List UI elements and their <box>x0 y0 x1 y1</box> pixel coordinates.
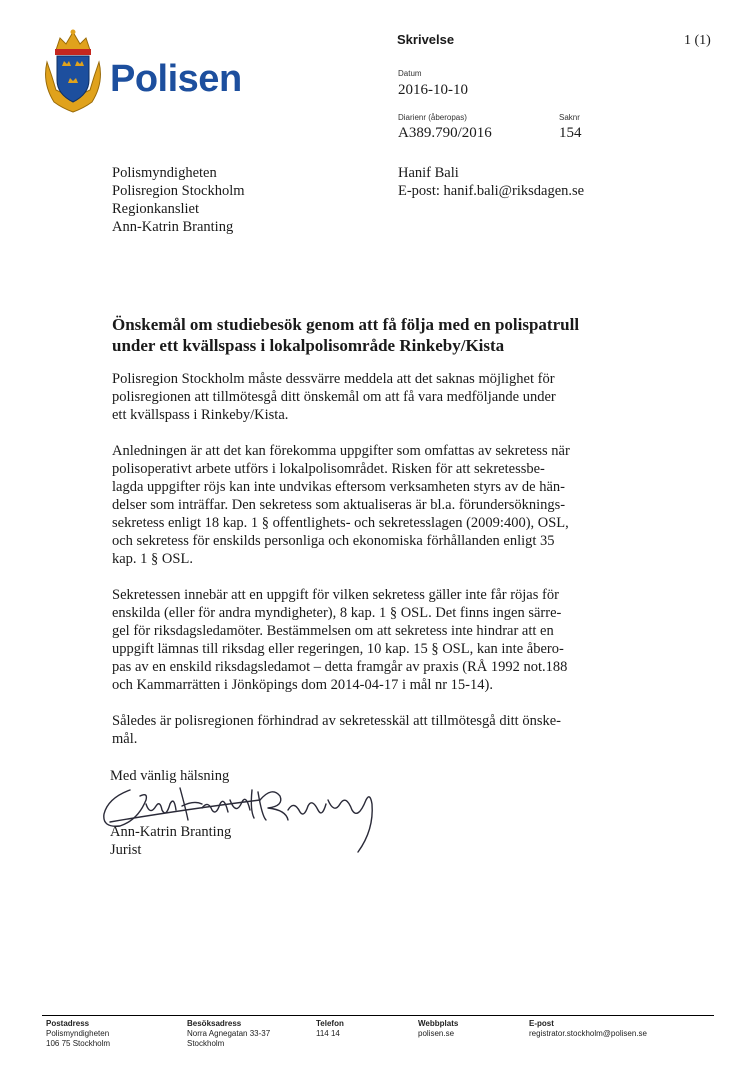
footer-line: polisen.se <box>418 1029 455 1038</box>
footer-postal-address <box>46 1019 110 1049</box>
diarie-value: A389.790/2016 <box>398 125 492 141</box>
polisen-logo <box>42 28 262 118</box>
body-line: och Kammarrätten i Jönköpings dom 2014-04-17 i mål nr 15-14). <box>112 677 493 693</box>
letter-title <box>112 314 632 356</box>
footer-phone <box>316 1019 344 1039</box>
title-line: under ett kvällspass i lokalpolisområde Rinkeby/Kista <box>112 336 505 355</box>
body-paragraph <box>112 442 617 568</box>
body-line: gel för riksdagsledamöter. Bestämmelsen om att sekretess inte hindrar att en <box>112 623 554 639</box>
date-value: 2016-10-10 <box>398 82 468 98</box>
body-line: Anledningen är att det kan förekomma uppgifter som omfattas av sekretess när <box>112 443 570 459</box>
police-crest-icon <box>42 28 104 114</box>
footer-line: Norra Agnegatan 33-37 <box>187 1029 271 1038</box>
body-line: Således är polisregionen förhindrad av sekretesskäl att tillmötesgå ditt önske- <box>112 713 561 729</box>
body-line: sekretess enligt 18 kap. 1 § offentlighets- och sekretesslagen (2009:400), OSL, <box>112 515 569 531</box>
body-line: kap. 1 § OSL. <box>112 551 193 567</box>
body-paragraph <box>112 712 617 748</box>
footer-heading: E-post <box>529 1019 554 1028</box>
body-line: Sekretessen innebär att en uppgift för vilken sekretess gäller inte får röjas för <box>112 587 559 603</box>
body-line: och sekretess för enskilds personliga och ekonomiska förhållanden enligt 35 <box>112 533 555 549</box>
sender-line: Polisregion Stockholm <box>112 183 245 199</box>
date-label: Datum <box>398 69 422 78</box>
footer-heading: Besöksadress <box>187 1019 242 1028</box>
body-paragraph <box>112 370 617 424</box>
footer-line: Stockholm <box>187 1039 225 1048</box>
sender-address <box>112 164 245 236</box>
signer-name: Ann-Katrin Branting <box>110 824 232 840</box>
body-paragraph <box>112 586 617 694</box>
diarie-label: Diarienr (åberopas) <box>398 113 467 122</box>
body-line: uppgift lämnas till riksdag eller regeringen, 10 kap. 15 § OSL, kan inte åbero- <box>112 641 564 657</box>
logo-wordmark: Polisen <box>110 58 242 100</box>
body-line: ett kvällspass i Rinkeby/Kista. <box>112 407 289 423</box>
footer-line: 114 14 <box>316 1029 340 1038</box>
document-type: Skrivelse <box>397 32 455 47</box>
footer-line: registrator.stockholm@polisen.se <box>529 1029 647 1038</box>
footer-heading: Postadress <box>46 1019 90 1028</box>
footer-heading: Telefon <box>316 1019 344 1028</box>
body-line: polisoperativt arbete utförs i lokalpolisområdet. Risken för att sekretessbe- <box>112 461 545 477</box>
body-line: mål. <box>112 731 138 747</box>
recipient-address <box>398 164 584 200</box>
signer-title: Jurist <box>110 842 142 858</box>
body-line: pas av en enskild riksdagsledamot – detta framgår av praxis (RÅ 1992 not.188 <box>112 659 568 675</box>
letter-body <box>112 370 617 766</box>
footer-line: Polismyndigheten <box>46 1029 110 1038</box>
recipient-name: Hanif Bali <box>398 165 459 181</box>
footer-email <box>529 1019 647 1039</box>
body-line: enskilda (eller för andra myndigheter), 8 kap. 1 § OSL. Det finns ingen särre- <box>112 605 562 621</box>
body-line: delser som inträffar. Den sekretess som aktualiseras är bl.a. förundersöknings- <box>112 497 566 513</box>
footer-divider <box>42 1015 714 1016</box>
sender-line: Polismyndigheten <box>112 165 217 181</box>
body-line: polisregionen att tillmötesgå ditt önskemål om att få vara medföljande under <box>112 389 556 405</box>
body-line: lagda uppgifter röjs kan inte undvikas eftersom verksamheten styrs av de hän- <box>112 479 565 495</box>
closing-greeting: Med vänlig hälsning <box>110 768 230 784</box>
footer-visit-address <box>187 1019 270 1049</box>
body-line: Polisregion Stockholm måste dessvärre meddela att det saknas möjlighet för <box>112 371 555 387</box>
saknr-value: 154 <box>559 125 582 141</box>
page-number: 1 (1) <box>684 33 711 48</box>
footer-website <box>418 1019 458 1039</box>
sender-line: Regionkansliet <box>112 201 199 217</box>
recipient-email: E-post: hanif.bali@riksdagen.se <box>398 183 585 199</box>
sender-line: Ann-Katrin Branting <box>112 219 234 235</box>
saknr-label: Saknr <box>559 113 580 122</box>
footer-heading: Webbplats <box>418 1019 459 1028</box>
title-line: Önskemål om studiebesök genom att få följa med en polispatrull <box>112 315 580 334</box>
footer-line: 106 75 Stockholm <box>46 1039 111 1048</box>
